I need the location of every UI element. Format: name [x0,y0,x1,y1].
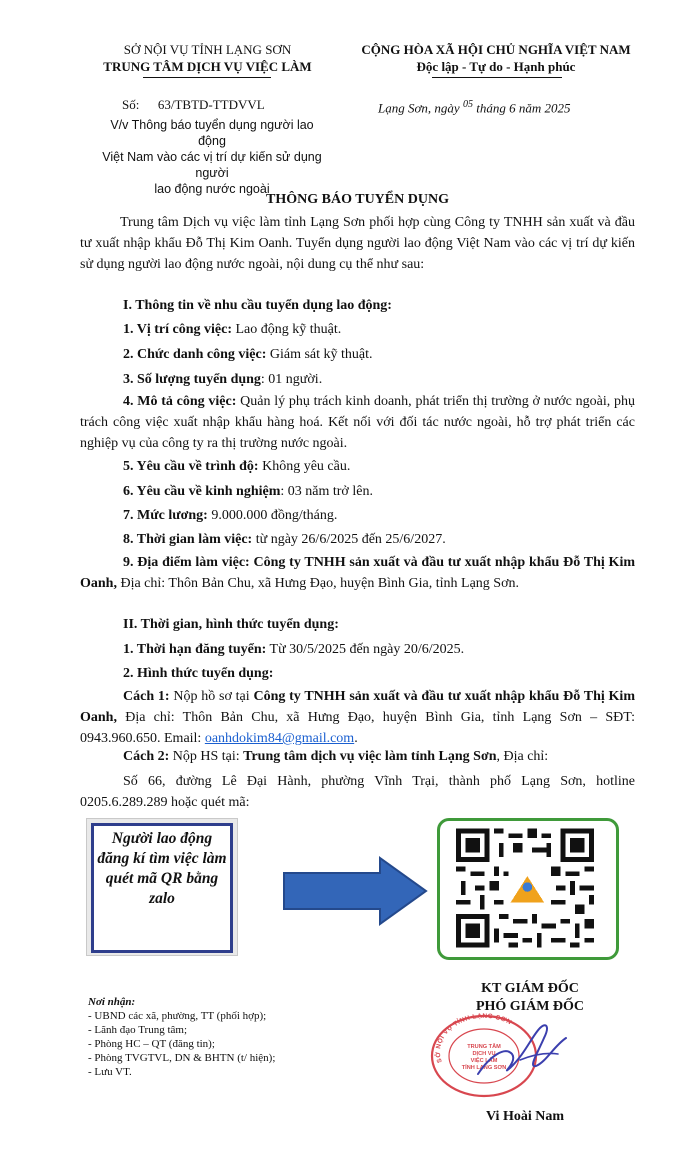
recipients-label: Nơi nhận: [88,996,136,1008]
signature-title [440,980,620,1016]
recipient-1: - UBND các xã, phường, TT (phối hợp); [88,1010,267,1022]
way1-address: Địa chỉ: Thôn Bản Chu, xã Hưng Đạo, huyện Bình Gia, tỉnh Lạng Sơn – SĐT: 0943.960.650. Email: [80,710,635,746]
place-date [378,96,570,116]
item-1-label: 1. Vị trí công việc: [123,322,232,337]
recipient-4: - Phòng TVGTVL, DN & BHTN (t/ hiện); [88,1052,276,1064]
svg-text:TỈNH LẠNG SƠN: TỈNH LẠNG SƠN [461,1065,507,1071]
item-8-label: 8. Thời gian làm việc: [123,532,253,547]
org-line1: SỞ NỘI VỤ TỈNH LẠNG SƠN [123,42,292,57]
intro-paragraph: Trung tâm Dịch vụ việc làm tỉnh Lạng Sơn phối hợp cùng Công ty TNHH sản xuất và đầu tư xuất nhập khẩu Đỗ Thị Kim Oanh. Tuyển dụng người lao động Việt Nam vào các vị trí dự kiến sử dụng người lao động nước ngoài, nội dung cụ thể như sau: [80,215,635,272]
section1-heading: I. Thông tin về nhu cầu tuyển dụng lao động: [123,298,392,313]
subject [96,117,328,197]
item-1-value: Lao động kỹ thuật. [232,322,342,337]
item-2 [123,344,373,365]
item-5-value: Không yêu cầu. [258,459,351,474]
date-month-year: tháng 6 năm 2025 [476,100,571,116]
seal-outer-text: SỞ NỘI VỤ TỈNH LẠNG SƠN [434,1012,513,1064]
nation-line2: Độc lập - Tự do - Hạnh phúc [416,59,576,74]
item-2-value: Giám sát kỹ thuật. [266,347,373,362]
way2-text: Nộp HS tại: [169,749,244,764]
deadline-label: 1. Thời hạn đăng tuyển: [123,642,267,657]
recipient-2: - Lãnh đạo Trung tâm; [88,1024,187,1036]
item-7-value: 9.000.000 đồng/tháng. [207,508,338,523]
subject-line3: lao động nước ngoài [154,182,270,196]
item-6-label: 6. Yêu cầu về kinh nghiệm [123,484,281,499]
way1-company: Công ty TNHH sản xuất và đầu tư xuất nhập khẩu Đỗ Thị Kim Oanh, [80,689,635,725]
way-2 [123,746,548,767]
subject-line1: V/v Thông báo tuyển dụng người lao động [110,118,314,148]
qr-caption: Người lao động đăng kí tìm việc làm quét mã QR bằng zalo [91,823,233,953]
item-8 [123,529,446,550]
section2-heading: II. Thời gian, hình thức tuyển dụng: [123,617,339,632]
item-7 [123,505,337,526]
nation-underline [432,77,562,78]
item-9-value: Địa chỉ: Thôn Bản Chu, xã Hưng Đạo, huyện Bình Gia, tỉnh Lạng Sơn. [116,576,519,591]
date-day: 05 [462,99,473,110]
way1-text: Nộp hồ sơ tại [169,689,254,704]
item-1 [123,319,341,340]
svg-text:TRUNG TÂM: TRUNG TÂM [467,1044,501,1050]
subject-line2: Việt Nam vào các vị trí dự kiến sử dụng người [102,150,322,180]
so-label: Số: [122,97,140,112]
handwritten-signature [470,1016,580,1086]
recipient-5: - Lưu VT. [88,1066,132,1078]
way2-address: Số 66, đường Lê Đại Hành, phường Vĩnh Trại, thành phố Lạng Sơn, hotline 0205.6.289.289 hoặc quét mã: [80,774,635,810]
qr-code-frame[interactable] [437,818,619,960]
item-9 [80,552,635,594]
deadline [123,639,464,660]
item-5-label: 5. Yêu cầu về trình độ: [123,459,259,474]
item-5 [123,456,350,477]
qr-code-icon [456,828,594,948]
org-name [80,41,335,75]
email-link[interactable]: oanhdokim84@gmail.com [204,731,355,746]
deadline-value: Từ 30/5/2025 đến ngày 20/6/2025. [266,642,465,657]
place-date-label: Lạng Sơn, ngày [378,100,460,116]
so-code: /TBTD-TTDVVL [170,97,265,112]
svg-text:VIỆC LÀM: VIỆC LÀM [470,1058,498,1064]
org-underline [143,77,271,78]
item-7-label: 7. Mức lương: [123,508,208,523]
item-4 [80,391,635,454]
way1-end: . [354,731,358,746]
way2-label: Cách 2: [123,749,170,764]
item-4-label: 4. Mô tả công việc: [123,394,237,409]
way2-org: Trung tâm dịch vụ việc làm tỉnh Lạng Sơn [243,749,497,764]
item-2-label: 2. Chức danh công việc: [123,347,267,362]
way2-addr-label: , Địa chỉ: [496,749,549,764]
item-9-label: 9. Địa điểm làm việc: Công ty TNHH sản xuất và đầu tư xuất nhập khẩu Đỗ Thị Kim Oanh, [80,555,635,591]
nation-line1: CỘNG HÒA XÃ HỘI CHỦ NGHĨA VIỆT NAM [361,42,631,57]
signer-name: Vi Hoài Nam [485,1109,565,1124]
signature-title2: PHÓ GIÁM ĐỐC [475,999,585,1014]
so-number: 63 [157,97,171,112]
item-3-value: : 01 người. [260,372,323,387]
nation-name [340,41,652,75]
item-3 [123,369,322,390]
signature-title1: KT GIÁM ĐỐC [481,981,579,996]
recipients [88,995,275,1079]
item-3-label: 3. Số lượng tuyển dụng [123,372,261,387]
form-heading: 2. Hình thức tuyển dụng: [123,666,274,681]
item-4-value: Quản lý phụ trách kinh doanh, phát triển thị trường ở nước ngoài, phụ trách công việc xuất nhập khẩu hàng hoá. Kết nối với đối tác nước ngoài, hỗ trợ phát triển các nghiệp vụ của công ty ra thị trường nước ngoài. [80,394,636,451]
arrow-right-icon [282,856,430,926]
document-title: THÔNG BÁO TUYỂN DỤNG [266,192,449,207]
recipient-3: - Phòng HC – QT (đăng tin); [88,1038,215,1050]
document-number [122,96,265,113]
item-8-value: từ ngày 26/6/2025 đến 25/6/2027. [252,532,446,547]
way1-label: Cách 1: [123,689,170,704]
org-line2: TRUNG TÂM DỊCH VỤ VIỆC LÀM [103,59,312,74]
item-6-value: : 03 năm trở lên. [280,484,373,499]
qr-caption-box [86,818,238,956]
svg-text:DỊCH VỤ: DỊCH VỤ [472,1051,496,1057]
way-1 [80,686,635,749]
item-6 [123,481,373,502]
